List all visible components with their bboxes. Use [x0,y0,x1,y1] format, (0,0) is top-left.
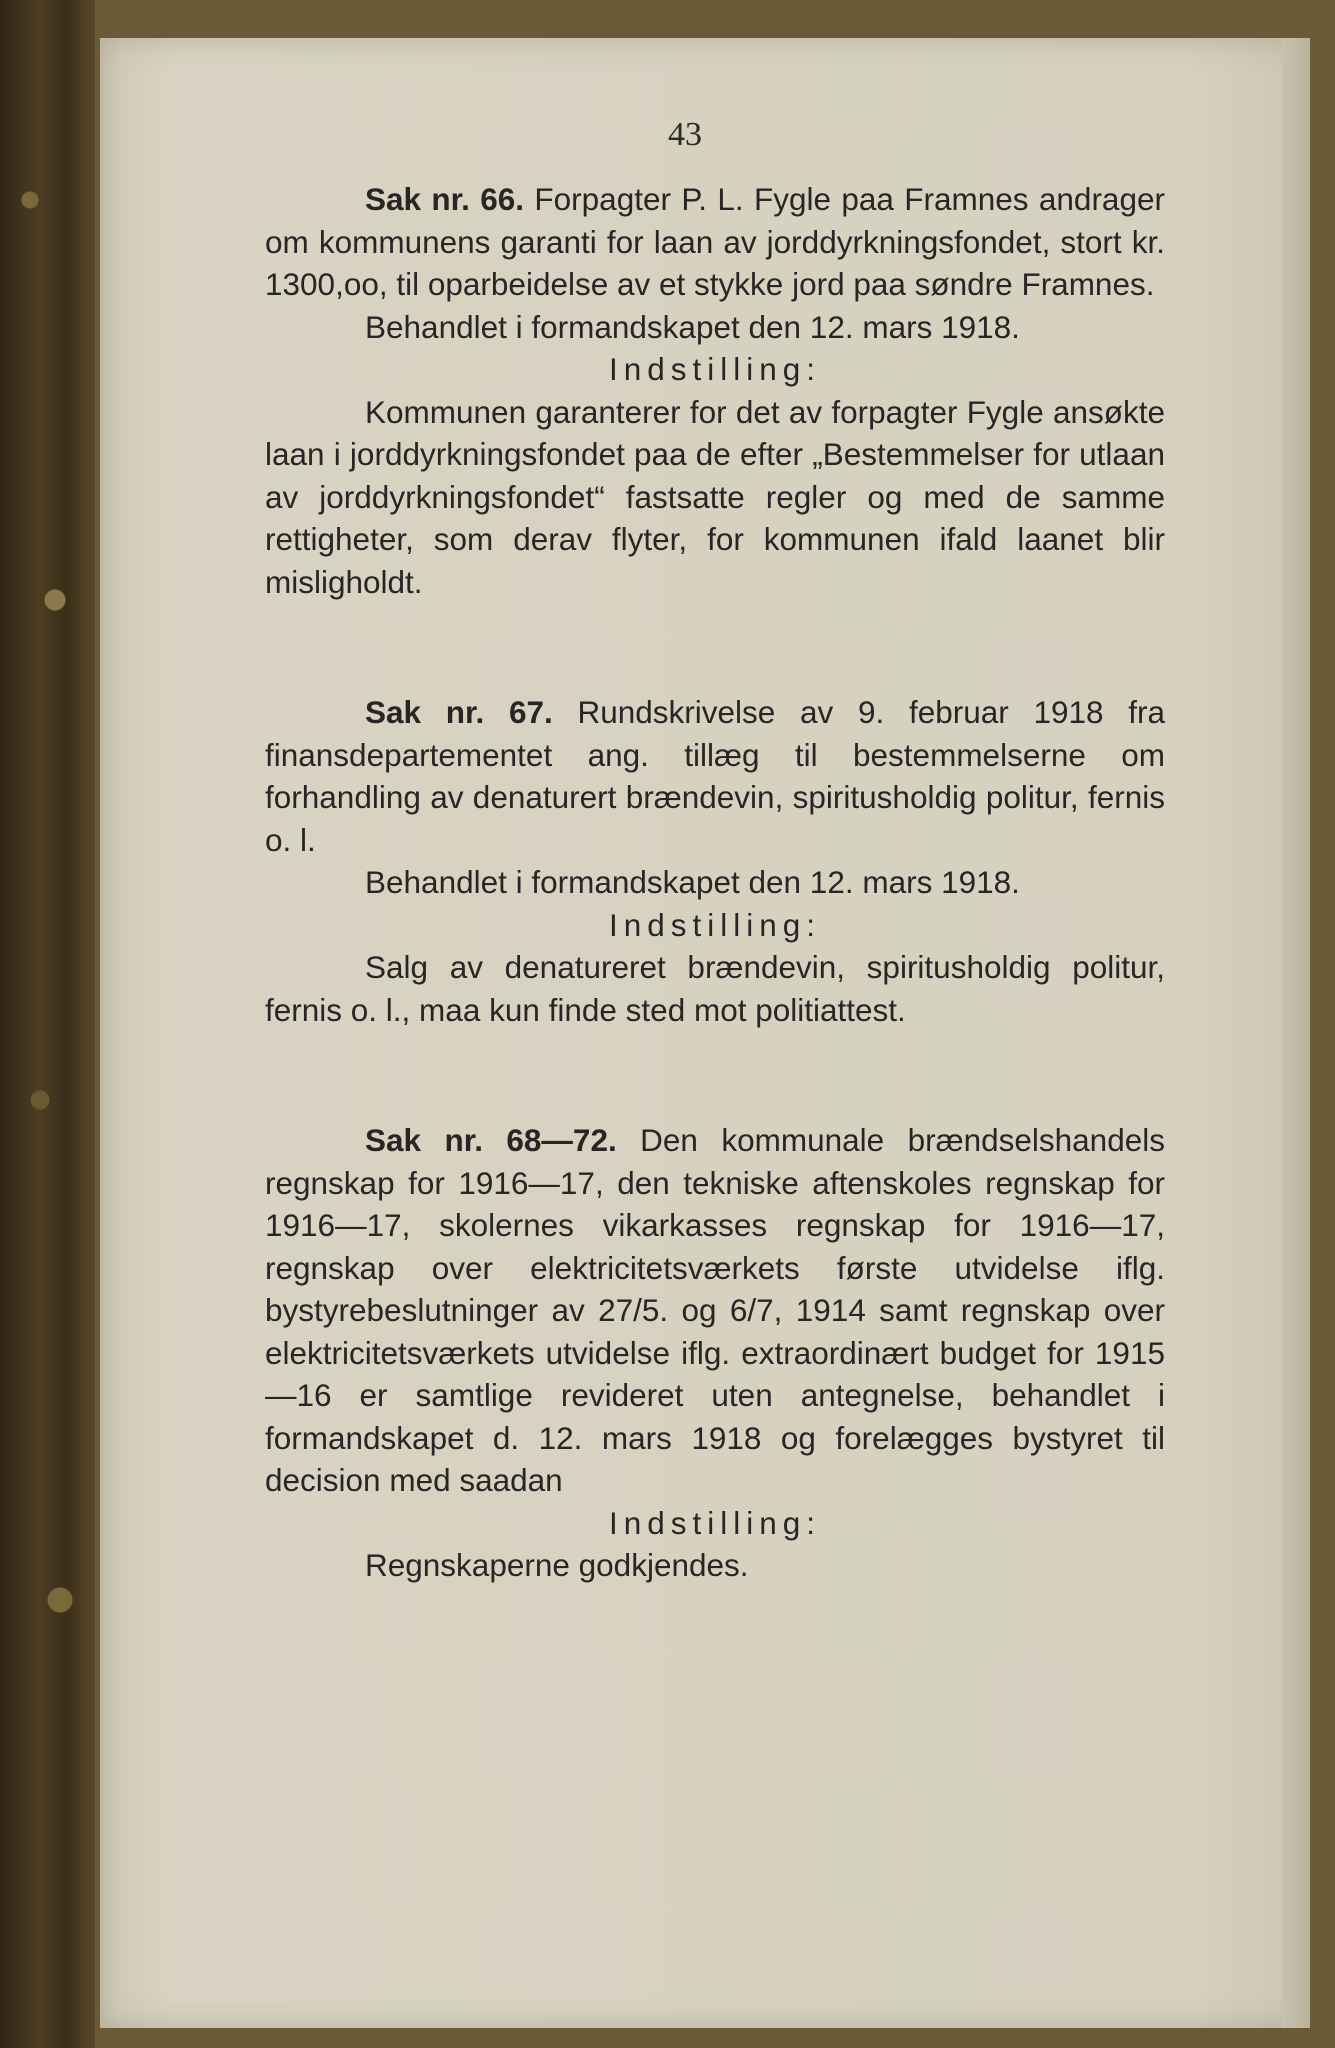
case-label: Sak nr. 67. [365,694,553,730]
recommendation-text: Salg av denatureret brændevin, spiritusholdig politur, fernis o. l., maa kun finde sted mot politiattest. [265,949,1165,1028]
case-label: Sak nr. 68—72. [365,1122,617,1158]
recommendation-text: Regnskaperne godkjendes. [365,1547,749,1583]
page-content [265,178,1165,1587]
case-entry-67 [265,691,1165,1031]
book-page [100,38,1310,2028]
entry-gap [265,603,1165,691]
case-entry-66 [265,178,1165,603]
case-paragraph [265,691,1165,861]
entry-gap [265,1031,1165,1119]
treated-line: Behandlet i formandskapet den 12. mars 1918. [365,308,1020,345]
case-body: Forpagter P. L. Fygle paa Framnes andrager om kommunens garanti for laan av jorddyrkningsfondet, stort kr. 1300,oo, til oparbeidelse av et stykke jord paa søndre Framnes. [265,181,1165,302]
page-number: 43 [668,116,702,153]
treated-line: Behandlet i formandskapet den 12. mars 1918. [365,864,1020,900]
recommendation-heading: Indstilling: [608,1504,822,1541]
recommendation-heading: Indstilling: [608,351,822,387]
page-edge [1282,38,1310,2028]
case-paragraph [265,178,1165,306]
case-body: Den kommunale brændselshandels regnskap for 1916—17, den tekniske aftenskoles regnskap for 1916—17, skolernes vikarkasses regnskap for 1916—17, regnskap over elektricitetsværkets første utvidelse iflg. bystyrebeslutninger av 27/5. og 6/7, 1914 samt regnskap over elektricitetsværkets utvidelse iflg. extraordinært budget for 1915—16 er samtlige revideret uten antegnelse, behandlet i formandskapet d. 12. mars 1918 og forelægges bystyret til decision med saadan [265,1122,1165,1498]
case-paragraph [265,1119,1165,1502]
recommendation-text: Kommunen garanterer for det av forpagter Fygle ansøkte laan i jorddyrkningsfondet paa de efter „Bestemmelser for utlaan av jorddyrkningsfondet“ fastsatte regler og med de samme rettigheter, som derav flyter, for kommunen ifald laanet blir misligholdt. [265,393,1165,600]
case-label: Sak nr. 66. [365,181,525,217]
recommendation-heading: Indstilling: [608,906,822,943]
book-spine [0,0,95,2048]
case-body: Rundskrivelse av 9. februar 1918 fra finansdepartementet ang. tillæg til bestemmelserne om forhandling av denaturert brændevin, spiritusholdig politur, fernis o. l. [265,694,1165,858]
case-entry-68-72 [265,1119,1165,1587]
